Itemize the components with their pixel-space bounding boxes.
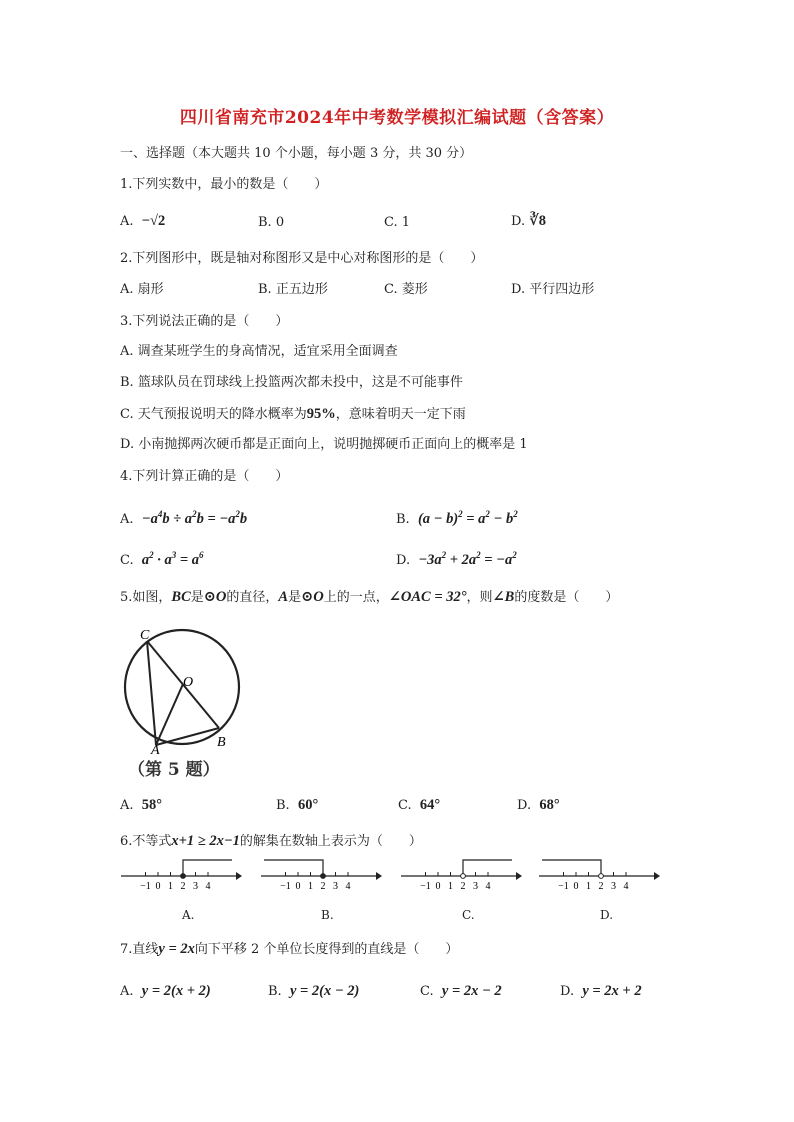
q4-option-b: B. $(a - b)^2 = a^2 - b^2$	[396, 509, 518, 527]
tick-label: −1	[140, 881, 151, 892]
q5-option-b: B. 60°	[276, 797, 319, 813]
q2-option-a: A. 扇形	[120, 282, 164, 297]
q1-stem: 1.下列实数中，最小的数是（ ）	[120, 177, 328, 192]
numline-d	[536, 856, 662, 896]
q1-option-a: A. −√2	[120, 213, 166, 229]
tick-label: 4	[623, 881, 629, 892]
tick-label: 0	[435, 881, 441, 892]
section-heading: 一、选择题（本大题共 10 个小题，每小题 3 分，共 30 分）	[120, 146, 473, 161]
q5-circle-figure	[116, 622, 252, 756]
label-c: C	[140, 628, 150, 643]
q3-stem: 3.下列说法正确的是（ ）	[120, 314, 289, 329]
q1-option-c: C. 1	[384, 215, 411, 230]
tick-label: 2	[320, 881, 326, 892]
q5-option-a: A. 58°	[120, 797, 163, 813]
arrow-icon	[654, 872, 660, 880]
q6-option-c: C.	[462, 908, 475, 922]
q3-option-d: D. 小南抛掷两次硬币都是正面向上，说明抛掷硬币正面向上的概率是 1	[120, 437, 528, 452]
tick-label: 1	[586, 881, 591, 892]
arrow-icon	[236, 872, 242, 880]
q5-figure-caption: （第 5 题）	[128, 760, 220, 780]
q3-option-c: C. 天气预报说明天的降水概率为95%，意味着明天一定下雨	[120, 406, 466, 422]
chord-ac	[147, 641, 156, 745]
tick-label: −1	[558, 881, 569, 892]
q2-option-d: D. 平行四边形	[511, 282, 595, 297]
q7-stem: 7.直线y = 2x向下平移 2 个单位长度得到的直线是（ ）	[120, 941, 459, 957]
tick-label: 1	[448, 881, 453, 892]
tick-label: 0	[155, 881, 161, 892]
q1-option-b: B. 0	[258, 215, 285, 230]
q4-option-a: A. $-a^4b \div a^2b = -a^2b$	[120, 509, 248, 527]
q7-option-c: C. y = 2x − 2	[420, 983, 502, 999]
tick-label: 2	[180, 881, 186, 892]
q3-option-a: A. 调查某班学生的身高情况，适宜采用全面调查	[120, 344, 398, 359]
label-a: A	[151, 743, 160, 756]
q7-option-d: D. y = 2x + 2	[560, 983, 642, 999]
q2-option-b: B. 正五边形	[258, 282, 328, 297]
q7-option-a: A. y = 2(x + 2)	[120, 983, 211, 999]
q2-option-c: C. 菱形	[384, 282, 428, 297]
tick-label: 4	[485, 881, 491, 892]
arrow-icon	[376, 872, 382, 880]
closed-point	[321, 874, 326, 879]
q3-option-b: B. 篮球队员在罚球线上投篮两次都未投中，这是不可能事件	[120, 375, 463, 390]
q4-stem: 4.下列计算正确的是（ ）	[120, 469, 289, 484]
closed-point	[181, 874, 186, 879]
q6-option-b: B.	[321, 908, 334, 922]
numline-c	[398, 856, 524, 896]
numline-b	[258, 856, 384, 896]
label-b: B	[217, 735, 226, 750]
tick-label: 3	[473, 881, 478, 892]
tick-label: −1	[420, 881, 431, 892]
tick-label: 3	[193, 881, 198, 892]
open-point	[461, 874, 466, 879]
tick-label: 4	[205, 881, 211, 892]
page-title: 四川省南充市2024年中考数学模拟汇编试题（含答案）	[179, 108, 615, 128]
tick-label: 2	[460, 881, 466, 892]
solution-ray	[264, 860, 323, 876]
numline-a	[118, 856, 244, 896]
tick-label: 0	[295, 881, 301, 892]
label-o: O	[183, 675, 194, 690]
arrow-icon	[516, 872, 522, 880]
tick-label: −1	[280, 881, 291, 892]
q6-option-a: A.	[182, 908, 195, 922]
q2-stem: 2.下列图形中，既是轴对称图形又是中心对称图形的是（ ）	[120, 251, 484, 266]
q5-stem: 5.如图，BC是⊙O的直径，A是⊙O上的一点，∠OAC = 32°，则∠B的度数是（ ）	[120, 589, 619, 605]
tick-label: 1	[168, 881, 173, 892]
tick-label: 2	[598, 881, 604, 892]
tick-label: 3	[611, 881, 616, 892]
tick-label: 0	[573, 881, 579, 892]
q6-option-d: D.	[600, 908, 614, 922]
q6-stem: 6.不等式x+1 ≥ 2x−1的解集在数轴上表示为（ ）	[120, 833, 422, 849]
tick-label: 3	[333, 881, 338, 892]
q5-option-c: C. 64°	[398, 797, 441, 813]
open-point	[599, 874, 604, 879]
radius-oa	[156, 684, 183, 745]
q5-option-d: D. 68°	[517, 797, 560, 813]
solution-ray	[542, 860, 601, 876]
tick-label: 4	[345, 881, 351, 892]
q7-option-b: B. y = 2(x − 2)	[268, 983, 360, 999]
tick-label: 1	[308, 881, 313, 892]
q1-option-d: D. ∛8	[511, 213, 547, 229]
q4-option-d: D. $-3a^2 + 2a^2 = -a^2$	[396, 550, 517, 568]
q4-option-c: C. $a^2 \cdot a^3 = a^6$	[120, 550, 204, 568]
